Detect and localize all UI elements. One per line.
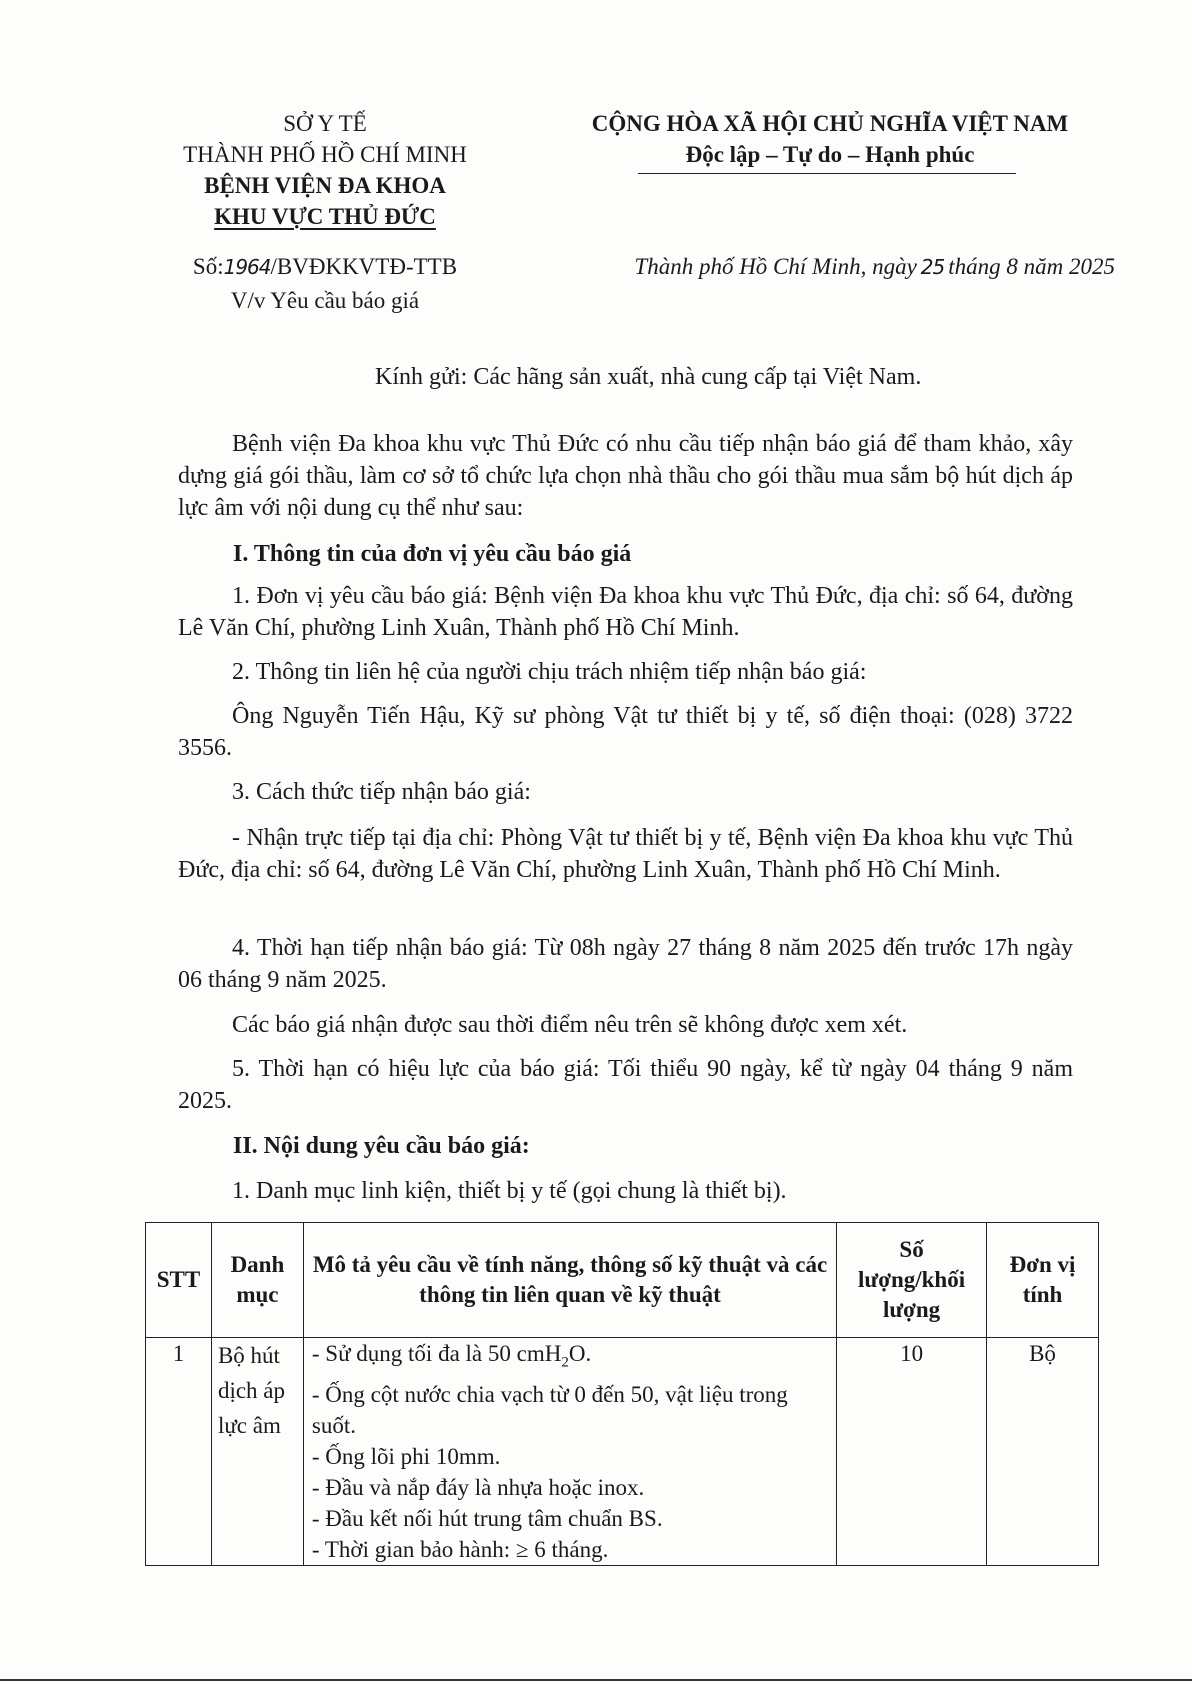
col-header-qty: Số lượng/khối lượng [837, 1223, 987, 1338]
section-1-item-2: 2. Thông tin liên hệ của người chịu trách nhiệm tiếp nhận báo giá: [232, 659, 867, 685]
section-1-item-5: 5. Thời hạn có hiệu lực của báo giá: Tối thiểu 90 ngày, kể từ ngày 04 tháng 9 năm 2025. [178, 1056, 1073, 1114]
section-1-item-3-detail: - Nhận trực tiếp tại địa chỉ: Phòng Vật tư thiết bị y tế, Bệnh viện Đa khoa khu vực Thủ Đức, địa chỉ: số 64, đường Lê Văn Chí, phường Linh Xuân, Thành phố Hồ Chí Minh. [178, 825, 1073, 883]
doc-subject: V/v Yêu cầu báo giá [230, 288, 420, 313]
table-header-row [146, 1223, 1099, 1338]
hospital-name-line2: KHU VỰC THỦ ĐỨC [214, 204, 436, 229]
doc-number-block [150, 250, 500, 317]
date-day-handwritten: 25 [920, 255, 945, 279]
col-header-name: Danh mục [211, 1223, 303, 1338]
equipment-table [145, 1222, 1099, 1566]
spec-item: - Đầu và nắp đáy là nhựa hoặc inox. [311, 1474, 645, 1500]
spec-item: - Đầu kết nối hút trung tâm chuẩn BS. [311, 1505, 663, 1531]
header-left [150, 108, 500, 232]
row-stt: 1 [146, 1338, 212, 1566]
nation-title: CỘNG HÒA XÃ HỘI CHỦ NGHĨA VIỆT NAM [591, 111, 1069, 136]
header-right [545, 108, 1115, 170]
row-qty: 10 [837, 1338, 987, 1566]
intro-paragraph: Bệnh viện Đa khoa khu vực Thủ Đức có nhu cầu tiếp nhận báo giá để tham khảo, xây dựng giá gói thầu, làm cơ sở tổ chức lựa chọn nhà thầu cho gói thầu mua sắm bộ hút dịch áp lực âm với nội dung cụ thể như sau: [178, 431, 1073, 521]
scan-edge-line [0, 1679, 1192, 1681]
row-unit: Bộ [987, 1338, 1099, 1566]
ministry-name: SỞ Y TẾ [283, 111, 367, 136]
doc-number-handwritten: 1964 [223, 255, 271, 279]
col-header-unit: Đơn vị tính [987, 1223, 1099, 1338]
section-2-title: II. Nội dung yêu cầu báo giá: [233, 1133, 530, 1159]
spec-item: - Ống cột nước chia vạch từ 0 đến 50, vật liệu trong suốt. [311, 1381, 788, 1438]
col-header-desc: Mô tả yêu cầu về tính năng, thông số kỹ thuật và các thông tin liên quan về kỹ thuật [303, 1223, 836, 1338]
spec-item: - Sử dụng tối đa là 50 cmH$_2$O. [311, 1341, 592, 1371]
spec-item: - Ống lõi phi 10mm. [311, 1443, 501, 1469]
doc-date: Thành phố Hồ Chí Minh, ngày 25 tháng 8 năm 2025 [634, 254, 1115, 279]
row-name: Bộ hút dịch áp lực âm [211, 1338, 303, 1566]
city-name: THÀNH PHỐ HỒ CHÍ MINH [183, 142, 467, 167]
col-header-stt: STT [146, 1223, 212, 1338]
section-1-item-4: 4. Thời hạn tiếp nhận báo giá: Từ 08h ngày 27 tháng 8 năm 2025 đến trước 17h ngày 06 tháng 9 năm 2025. [178, 935, 1073, 993]
motto-underline [638, 173, 1016, 174]
doc-number: Số:1964/BVĐKKVTĐ-TTB [192, 254, 458, 279]
table-row [146, 1338, 1099, 1566]
section-1-item-4-note: Các báo giá nhận được sau thời điểm nêu trên sẽ không được xem xét. [232, 1012, 908, 1038]
section-1-title: I. Thông tin của đơn vị yêu cầu báo giá [233, 541, 632, 567]
section-1-item-2-detail: Ông Nguyễn Tiến Hậu, Kỹ sư phòng Vật tư thiết bị y tế, số điện thoại: (028) 3722 3556. [178, 703, 1073, 761]
row-specs [303, 1338, 836, 1566]
recipient: Kính gửi: Các hãng sản xuất, nhà cung cấp tại Việt Nam. [375, 364, 922, 390]
section-2-item-1: 1. Danh mục linh kiện, thiết bị y tế (gọi chung là thiết bị). [232, 1178, 787, 1204]
spec-item: - Thời gian bảo hành: ≥ 6 tháng. [311, 1536, 609, 1562]
section-1-item-3: 3. Cách thức tiếp nhận báo giá: [232, 779, 531, 805]
hospital-name-line1: BỆNH VIỆN ĐA KHOA [204, 173, 446, 198]
nation-motto: Độc lập – Tự do – Hạnh phúc [685, 142, 975, 167]
section-1-item-1: 1. Đơn vị yêu cầu báo giá: Bệnh viện Đa khoa khu vực Thủ Đức, địa chỉ: số 64, đường Lê Văn Chí, phường Linh Xuân, Thành phố Hồ Chí Minh. [178, 583, 1073, 641]
